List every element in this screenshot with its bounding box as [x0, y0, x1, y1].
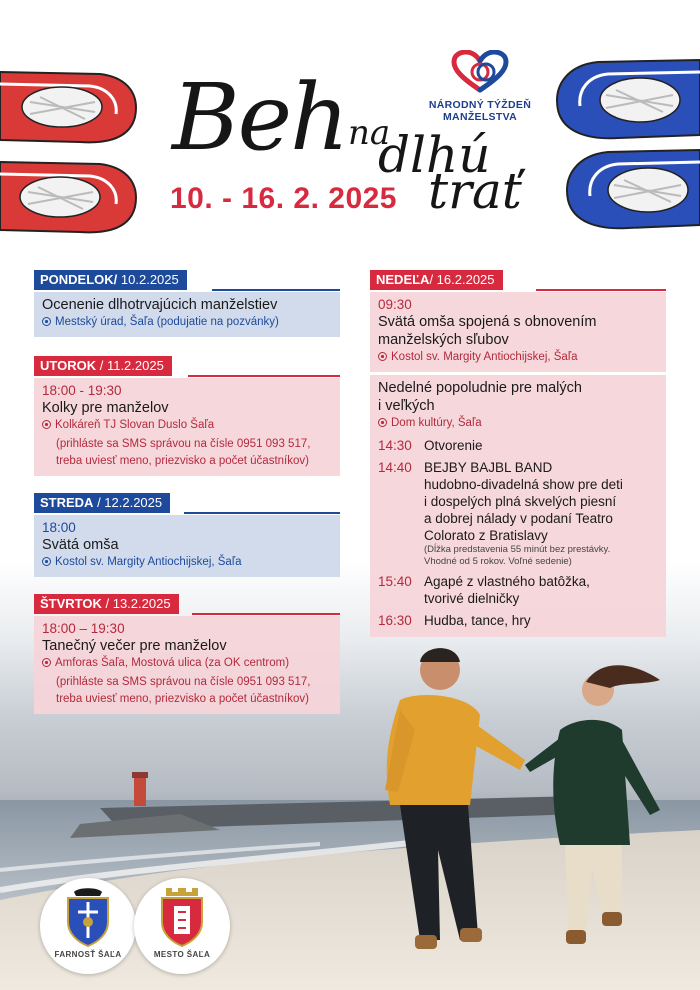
- mesto-label: MESTO ŠAĽA: [153, 950, 211, 959]
- day-header: [370, 270, 503, 290]
- day-streda: [34, 493, 340, 577]
- event-location: Kostol sv. Margity Antiochijskej, Šaľa: [378, 349, 658, 366]
- farnost-sala-logo: [40, 878, 136, 974]
- day-date: 10.2.2025: [117, 272, 179, 287]
- afternoon-title-line1: Nedelné popoludnie pre malých: [378, 380, 582, 396]
- day-content: [34, 292, 340, 337]
- day-name: STREDA: [40, 495, 94, 510]
- program-time: 14:30: [378, 438, 412, 453]
- program-item: [378, 573, 658, 607]
- band-description: hudobno-divadelná show pre deti: [424, 477, 623, 492]
- day-content: [34, 378, 340, 476]
- event-title-line1: Svätá omša spojená s obnovením: [378, 314, 597, 330]
- day-content-morning: [370, 292, 666, 372]
- program-item: [378, 437, 658, 454]
- day-date: / 11.2.2025: [96, 358, 164, 373]
- event-location: Kolkáreň TJ Slovan Duslo Šaľa: [42, 417, 332, 434]
- parish-coat-of-arms-icon: [64, 886, 112, 948]
- farnost-label: FARNOSŤ ŠAĽA: [54, 950, 122, 959]
- program-item: [378, 612, 658, 629]
- event-note-line1: (prihláste sa SMS správou na čísle 0951 093 517,: [56, 438, 311, 450]
- event-note-line2: treba uviesť meno, priezvisko a počet účastníkov): [56, 693, 309, 705]
- location-pin-icon: [378, 352, 387, 361]
- day-content: [34, 616, 340, 714]
- day-date: / 12.2.2025: [93, 495, 163, 510]
- day-name: UTOROK: [40, 358, 97, 373]
- divider: [536, 289, 666, 291]
- program-text: tvorivé dielničky: [424, 591, 520, 606]
- band-note: (Dĺžka predstavenia 55 minút bez prestávky.: [424, 544, 611, 555]
- event-title: Kolky pre manželov: [42, 400, 169, 416]
- red-sneakers-illustration: [0, 62, 150, 247]
- divider: [192, 613, 340, 615]
- location-pin-icon: [42, 420, 51, 429]
- program-item: [378, 459, 658, 568]
- program-text: Hudba, tance, hry: [424, 613, 531, 628]
- ntm-logo: [425, 50, 535, 123]
- blue-sneakers-illustration: [548, 40, 700, 240]
- afternoon-title-line2: i veľkých: [378, 398, 435, 414]
- location-pin-icon: [42, 557, 51, 566]
- mesto-sala-logo: [134, 878, 230, 974]
- program-time: 15:40: [378, 574, 412, 589]
- event-title-line2: manželských sľubov: [378, 332, 509, 348]
- divider: [212, 289, 340, 291]
- day-name: NEDEĽA: [376, 272, 430, 287]
- title-trat: trať: [428, 162, 522, 220]
- divider: [188, 375, 340, 377]
- day-content-afternoon: [370, 375, 666, 637]
- band-description: i dospelých plná skvelých piesní: [424, 494, 617, 509]
- day-utorok: [34, 356, 340, 476]
- day-header: [34, 356, 172, 376]
- day-nedela: [370, 270, 666, 637]
- event-time: 18:00 – 19:30: [42, 621, 125, 636]
- title-beh: Beh: [172, 64, 348, 171]
- day-name: ŠTVRTOK: [40, 596, 102, 611]
- program-time: 16:30: [378, 613, 412, 628]
- location-pin-icon: [42, 317, 51, 326]
- band-description: a dobrej nálady v podaní Teatro: [424, 511, 613, 526]
- city-coat-of-arms-icon: [158, 886, 206, 948]
- title-na: na: [348, 113, 391, 153]
- ntm-line1: NÁRODNÝ TÝŽDEŇ: [428, 99, 532, 111]
- event-location: Kostol sv. Margity Antiochijskej, Šaľa: [42, 554, 332, 571]
- afternoon-location: Dom kultúry, Šaľa: [378, 415, 658, 432]
- event-time: 18:00: [42, 520, 76, 535]
- day-header: [34, 270, 187, 290]
- band-note: Vhodné od 5 rokov. Voľné sedenie): [424, 556, 572, 567]
- divider: [184, 512, 340, 514]
- location-pin-icon: [378, 418, 387, 427]
- day-stvrtok: [34, 594, 340, 714]
- event-note-line2: treba uviesť meno, priezvisko a počet účastníkov): [56, 455, 309, 467]
- heart-rings-icon: [448, 50, 512, 94]
- running-couple-illustration: [360, 640, 700, 990]
- event-note-line1: (prihláste sa SMS správou na čísle 0951 093 517,: [56, 676, 311, 688]
- program-text: Otvorenie: [424, 438, 483, 453]
- event-location: Mestský úrad, Šaľa (podujatie na pozvánky): [42, 314, 332, 331]
- program-text: Agapé z vlastného batôžka,: [424, 574, 590, 589]
- day-name: PONDELOK/: [40, 272, 118, 287]
- band-description: Colorato z Bratislavy: [424, 528, 548, 543]
- ntm-line2: MANŽELSTVA: [443, 111, 517, 123]
- event-dates: 10. - 16. 2. 2025: [170, 182, 397, 215]
- day-content: [34, 515, 340, 577]
- day-header: [34, 594, 179, 614]
- event-time: 18:00 - 19:30: [42, 383, 122, 398]
- program-text: BEJBY BAJBL BAND: [424, 460, 553, 475]
- event-time: 09:30: [378, 297, 412, 312]
- event-title: Svätá omša: [42, 537, 119, 553]
- program-time: 14:40: [378, 460, 412, 475]
- event-title: Tanečný večer pre manželov: [42, 638, 227, 654]
- day-date: / 16.2.2025: [429, 272, 495, 287]
- day-header: [34, 493, 170, 513]
- day-pondelok: [34, 270, 340, 337]
- location-pin-icon: [42, 658, 51, 667]
- event-title: Ocenenie dlhotrvajúcich manželstiev: [42, 297, 278, 313]
- event-location: Amforas Šaľa, Mostová ulica (za OK centrom): [42, 655, 332, 672]
- title-dlhu: dlhú: [378, 126, 491, 184]
- day-date: / 13.2.2025: [101, 596, 171, 611]
